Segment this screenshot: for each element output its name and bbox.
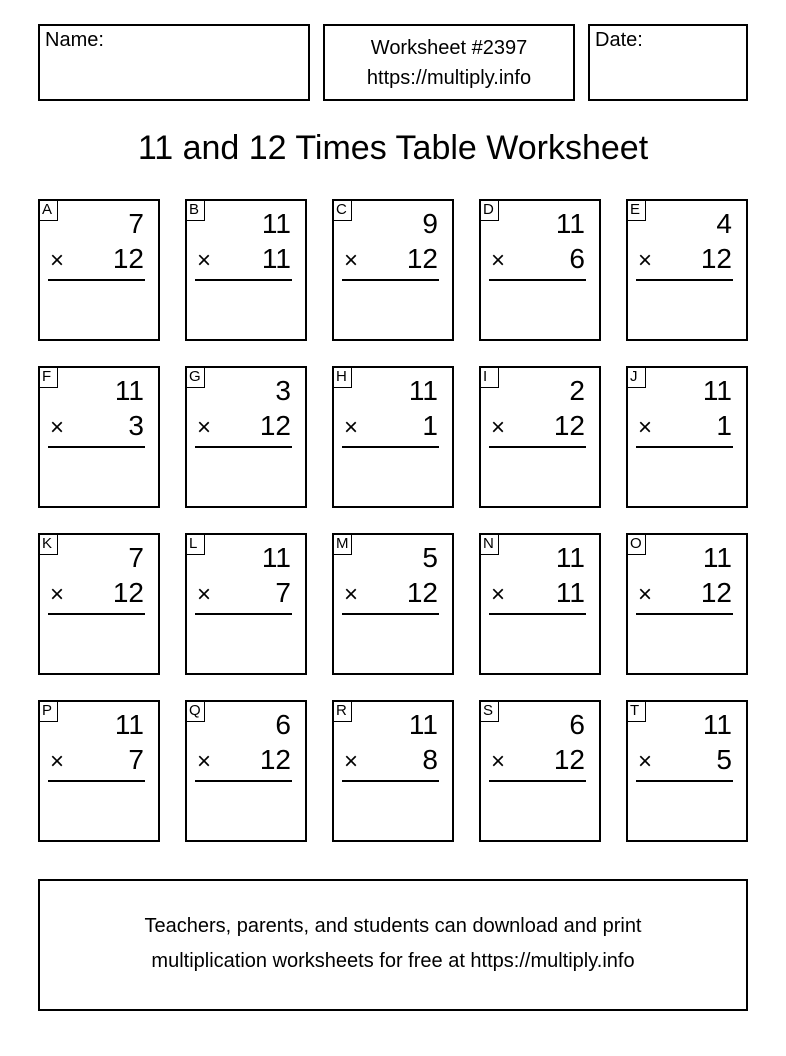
answer-line	[48, 279, 145, 281]
answer-line	[489, 446, 586, 448]
multiplicand: 6	[275, 709, 291, 740]
multiplicand: 3	[275, 375, 291, 406]
answer-line	[195, 279, 292, 281]
worksheet-url: https://multiply.info	[366, 67, 532, 89]
multiplicand: 7	[128, 208, 144, 239]
problem-card[interactable]	[332, 366, 454, 508]
name-label: Name:	[45, 29, 104, 51]
multiplicand: 11	[555, 542, 585, 573]
multiplicand: 11	[261, 542, 291, 573]
problem-card[interactable]	[479, 700, 601, 842]
problem-card[interactable]	[626, 700, 748, 842]
multiplier: 1	[422, 410, 438, 441]
answer-line	[636, 780, 733, 782]
problem-letter: F	[38, 366, 58, 388]
problem-card[interactable]	[479, 199, 601, 341]
answer-line	[636, 279, 733, 281]
answer-line	[342, 613, 439, 615]
times-sign: ×	[638, 247, 653, 274]
problem-letter: N	[479, 533, 499, 555]
multiplier: 12	[700, 243, 732, 274]
problem-letter: D	[479, 199, 499, 221]
problem-card[interactable]	[38, 700, 160, 842]
problem-letter: B	[185, 199, 205, 221]
multiplicand: 11	[702, 542, 732, 573]
problem-letter: J	[626, 366, 646, 388]
multiplier: 12	[259, 744, 291, 775]
multiplier: 12	[406, 577, 438, 608]
problem-card[interactable]	[38, 533, 160, 675]
page-title: 11 and 12 Times Table Worksheet	[137, 129, 649, 167]
multiplicand: 2	[569, 375, 585, 406]
problem-card[interactable]	[185, 366, 307, 508]
times-sign: ×	[50, 748, 65, 775]
multiplier: 12	[406, 243, 438, 274]
multiplicand: 11	[702, 375, 732, 406]
footer-text-line-1: Teachers, parents, and students can download and print	[144, 915, 642, 937]
multiplier: 12	[259, 410, 291, 441]
times-sign: ×	[197, 748, 212, 775]
answer-line	[195, 446, 292, 448]
multiplier: 1	[716, 410, 732, 441]
times-sign: ×	[491, 748, 506, 775]
footer-text-line-2: multiplication worksheets for free at https://multiply.info	[151, 950, 635, 972]
answer-line	[195, 780, 292, 782]
answer-line	[48, 446, 145, 448]
date-field-box[interactable]	[588, 24, 748, 101]
answer-line	[636, 446, 733, 448]
answer-line	[489, 780, 586, 782]
multiplier: 12	[553, 410, 585, 441]
multiplier: 11	[555, 577, 585, 608]
problem-letter: R	[332, 700, 352, 722]
multiplier: 11	[261, 243, 291, 274]
problem-letter: K	[38, 533, 58, 555]
multiplier: 12	[553, 744, 585, 775]
problem-letter: L	[185, 533, 205, 555]
problem-card[interactable]	[38, 199, 160, 341]
multiplicand: 4	[716, 208, 732, 239]
times-sign: ×	[197, 414, 212, 441]
multiplicand: 11	[702, 709, 732, 740]
times-sign: ×	[344, 581, 359, 608]
multiplicand: 11	[261, 208, 291, 239]
problem-card[interactable]	[185, 199, 307, 341]
problem-card[interactable]	[332, 199, 454, 341]
times-sign: ×	[197, 581, 212, 608]
problem-card[interactable]	[332, 700, 454, 842]
times-sign: ×	[50, 581, 65, 608]
problem-card[interactable]	[626, 366, 748, 508]
times-sign: ×	[344, 247, 359, 274]
problem-letter: A	[38, 199, 58, 221]
multiplier: 12	[700, 577, 732, 608]
times-sign: ×	[344, 414, 359, 441]
problem-grid	[38, 199, 748, 844]
times-sign: ×	[491, 414, 506, 441]
times-sign: ×	[638, 414, 653, 441]
times-sign: ×	[638, 581, 653, 608]
multiplier: 6	[569, 243, 585, 274]
problem-letter: M	[332, 533, 352, 555]
answer-line	[489, 613, 586, 615]
answer-line	[195, 613, 292, 615]
multiplier: 12	[112, 577, 144, 608]
worksheet-number: Worksheet #2397	[370, 37, 528, 59]
problem-letter: P	[38, 700, 58, 722]
answer-line	[489, 279, 586, 281]
problem-letter: O	[626, 533, 646, 555]
multiplicand: 6	[569, 709, 585, 740]
times-sign: ×	[491, 247, 506, 274]
problem-letter: Q	[185, 700, 205, 722]
answer-line	[48, 780, 145, 782]
problem-card[interactable]	[185, 700, 307, 842]
answer-line	[342, 279, 439, 281]
problem-letter: E	[626, 199, 646, 221]
problem-letter: I	[479, 366, 499, 388]
multiplicand: 11	[114, 709, 144, 740]
multiplier: 7	[128, 744, 144, 775]
answer-line	[342, 446, 439, 448]
answer-line	[342, 780, 439, 782]
multiplier: 12	[112, 243, 144, 274]
multiplier: 8	[422, 744, 438, 775]
multiplicand: 5	[422, 542, 438, 573]
times-sign: ×	[50, 414, 65, 441]
problem-letter: C	[332, 199, 352, 221]
times-sign: ×	[491, 581, 506, 608]
multiplier: 5	[716, 744, 732, 775]
times-sign: ×	[344, 748, 359, 775]
problem-card[interactable]	[626, 199, 748, 341]
problem-letter: G	[185, 366, 205, 388]
problem-card[interactable]	[185, 533, 307, 675]
problem-card[interactable]	[626, 533, 748, 675]
worksheet-info-box	[323, 24, 575, 101]
multiplicand: 11	[555, 208, 585, 239]
multiplicand: 7	[128, 542, 144, 573]
answer-line	[636, 613, 733, 615]
multiplier: 3	[128, 410, 144, 441]
problem-card[interactable]	[332, 533, 454, 675]
times-sign: ×	[50, 247, 65, 274]
footer-box	[38, 879, 748, 1011]
name-field-box[interactable]	[38, 24, 310, 101]
problem-letter: H	[332, 366, 352, 388]
multiplicand: 11	[408, 709, 438, 740]
problem-card[interactable]	[479, 533, 601, 675]
multiplicand: 9	[422, 208, 438, 239]
multiplier: 7	[275, 577, 291, 608]
multiplicand: 11	[114, 375, 144, 406]
times-sign: ×	[638, 748, 653, 775]
problem-letter: T	[626, 700, 646, 722]
multiplicand: 11	[408, 375, 438, 406]
date-label: Date:	[595, 29, 643, 51]
problem-letter: S	[479, 700, 499, 722]
problem-card[interactable]	[38, 366, 160, 508]
problem-card[interactable]	[479, 366, 601, 508]
times-sign: ×	[197, 247, 212, 274]
answer-line	[48, 613, 145, 615]
